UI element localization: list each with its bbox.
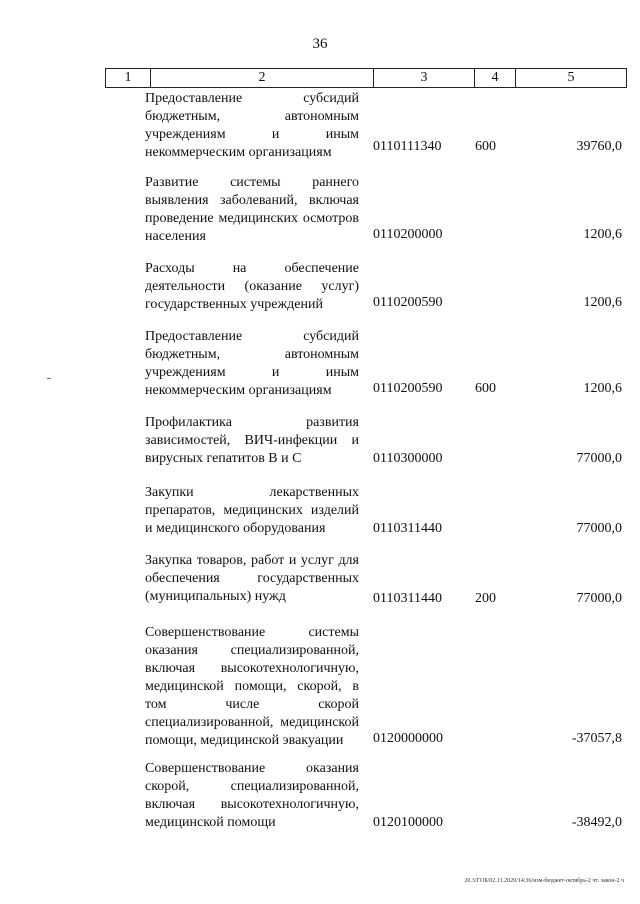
row-name: Развитие системы раннего выявления заболеваний, включая проведение медицинских осмотров населения (145, 175, 359, 244)
row-name: Предоставление субсидий бюджетным, автономным учреждениям и иным некоммерческим организациям (145, 91, 359, 160)
column-header-2: 2 (151, 69, 374, 88)
row-sum: -38492,0 (571, 815, 622, 830)
row-kind: 600 (475, 381, 496, 396)
row-sum: 1200,6 (583, 227, 622, 242)
row-sum: 39760,0 (576, 139, 622, 154)
row-code: 0120100000 (373, 815, 443, 830)
row-kind: 600 (475, 139, 496, 154)
row-name: Совершенствование оказания скорой, специализированной, включая высокотехнологичную, медицинской помощи (145, 761, 359, 830)
row-code: 0120000000 (373, 731, 443, 746)
document-footer: 20.3/ГОБ/02.11.2020/14:36/изм-бюджет-октябрь-2 чт. закон-2 ч (464, 878, 624, 884)
row-name: Совершенствование системы оказания специализированной, включая высокотехнологичную, медицинской помощи, скорой, в том числе скорой специализированной, медицинской помощи, медицинской эвакуации (145, 625, 359, 748)
row-code: 0110200590 (373, 295, 443, 310)
row-name: Предоставление субсидий бюджетным, автономным учреждениям и иным некоммерческим организациям (145, 329, 359, 398)
column-header-5: 5 (516, 69, 627, 88)
column-header-3: 3 (374, 69, 475, 88)
row-code: 0110200000 (373, 227, 443, 242)
row-sum: 1200,6 (583, 295, 622, 310)
column-header-4: 4 (475, 69, 516, 88)
row-kind: 200 (475, 591, 496, 606)
row-sum: 77000,0 (576, 591, 622, 606)
row-name: Закупка товаров, работ и услуг для обеспечения государственных (муниципальных) нужд (145, 553, 359, 604)
row-sum: 77000,0 (576, 451, 622, 466)
row-code: 0110111340 (373, 139, 442, 154)
row-sum: 1200,6 (583, 381, 622, 396)
row-code: 0110311440 (373, 521, 442, 536)
row-name: Профилактика развития зависимостей, ВИЧ-инфекции и вирусных гепатитов В и С (145, 415, 359, 466)
column-header-row (105, 68, 627, 88)
page-number: 36 (312, 36, 328, 52)
row-sum: -37057,8 (571, 731, 622, 746)
column-header-1: 1 (106, 69, 151, 88)
row-code: 0110311440 (373, 591, 442, 606)
scan-margin-mark (47, 378, 51, 379)
row-code: 0110200590 (373, 381, 443, 396)
row-sum: 77000,0 (576, 521, 622, 536)
row-name: Закупки лекарственных препаратов, медицинских изделий и медицинского оборудования (145, 485, 359, 536)
row-name: Расходы на обеспечение деятельности (оказание услуг) государственных учреждений (145, 261, 359, 312)
row-code: 0110300000 (373, 451, 443, 466)
